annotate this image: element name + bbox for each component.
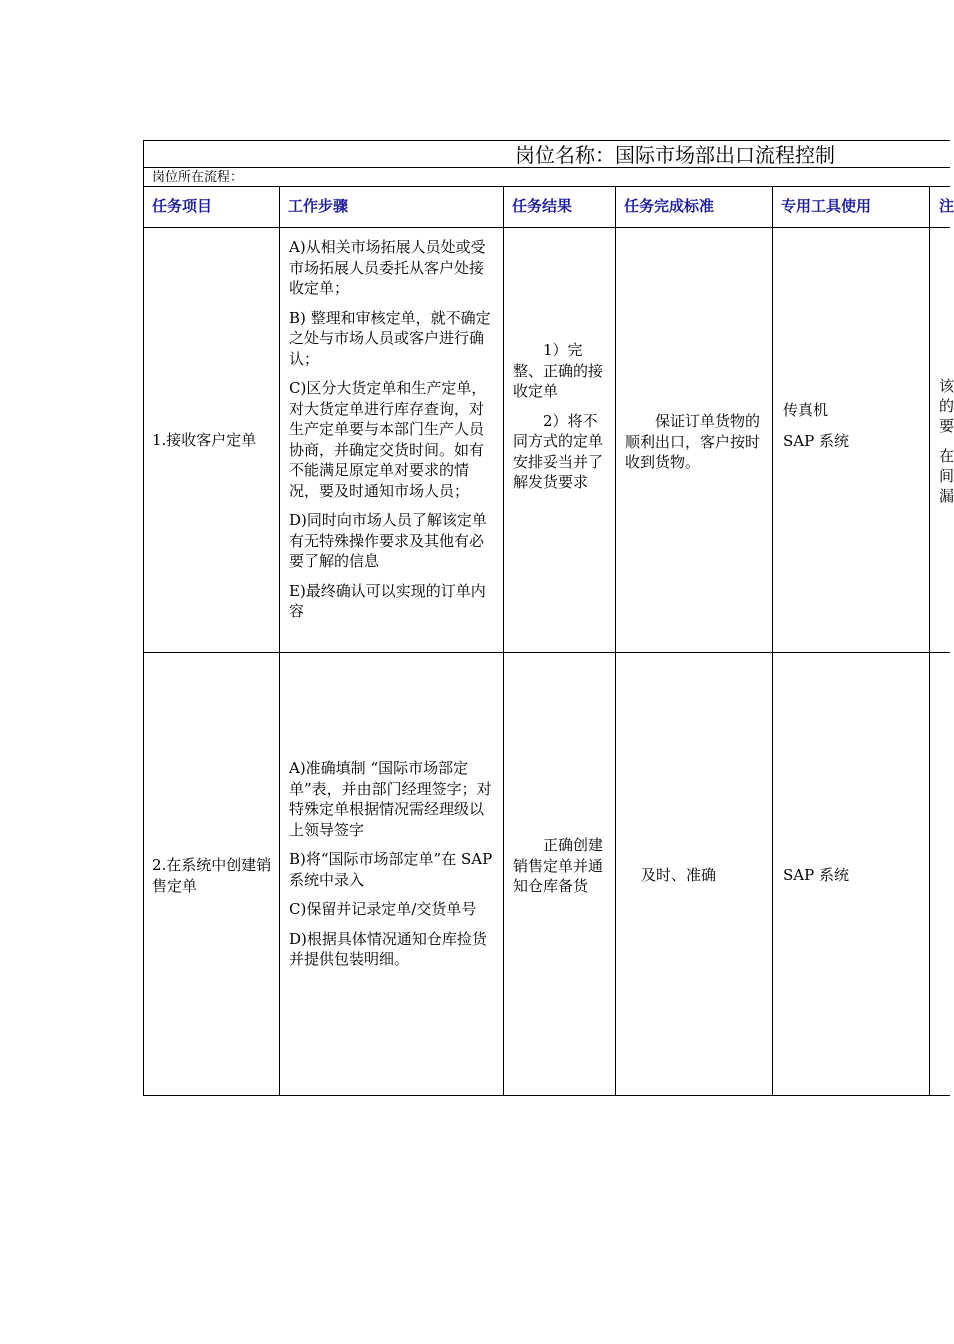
header-task: 任务项目 [152, 197, 213, 215]
row1-step: B) 整理和审核定单，就不确定之处与市场人员或客户进行确认； [289, 308, 491, 368]
row1-step: C)区分大货定单和生产定单，对大货定单进行库存查询，对生产定单要与本部门生产人员协商，并确定交货时间。如有不能满足原定单对要求的情况，要及时通知市场人员； [289, 379, 487, 500]
row2-tool: SAP 系统 [783, 866, 849, 884]
row1-note-char: 要 [939, 417, 954, 435]
process-label: 岗位所在流程： [152, 170, 244, 185]
header-results: 任务结果 [512, 197, 573, 215]
table-border-top [143, 140, 950, 141]
row1-note-char: 在 [939, 447, 954, 465]
col-divider [772, 186, 773, 1096]
table-border-left [143, 140, 144, 1096]
row1-note-char: 漏 [939, 487, 954, 505]
row-divider [143, 652, 950, 653]
row1-tools [783, 400, 923, 451]
job-description-table [143, 140, 954, 1096]
row2-result: 正确创建销售定单并通知仓库备货 [513, 836, 604, 895]
row1-step: D)同时向市场人员了解该定单有无特殊操作要求及其他有必要了解的信息 [289, 511, 487, 570]
row1-note-char: 间 [939, 467, 954, 485]
row1-standard: 保证订单货物的顺利出口，客户按时收到货物。 [625, 412, 761, 471]
col-divider [615, 186, 616, 1096]
row2-task: 2.在系统中创建销售定单 [152, 856, 272, 895]
row1-step: E)最终确认可以实现的订单内容 [289, 581, 486, 620]
row2-step: A)准确填制 “国际市场部定单”表，并由部门经理签字；对特殊定单根据情况需经理级以上领导签字 [289, 759, 492, 839]
row1-results [513, 340, 605, 502]
header-notes: 注 [939, 197, 954, 215]
row1-result: 1）完整、正确的接收定单 [513, 341, 604, 400]
row1-task: 1.接收客户定单 [152, 431, 257, 449]
col-divider [503, 186, 504, 1096]
table-border-bottom [143, 1095, 950, 1096]
document-title: 岗位名称：国际市场部出口流程控制 [515, 143, 835, 167]
row1-note-char: 该 [939, 377, 954, 395]
row2-standard: 及时、准确 [641, 866, 717, 884]
row1-tool: SAP 系统 [783, 431, 849, 450]
row1-note-char: 的 [939, 397, 954, 415]
header-row-divider [143, 227, 950, 228]
title-row-divider [143, 167, 950, 168]
row1-result: 2）将不同方式的定单安排妥当并了解发货要求 [513, 411, 604, 491]
row1-tool: 传真机 [783, 401, 829, 419]
row2-results [513, 835, 605, 906]
row1-steps [289, 237, 495, 631]
header-tools: 专用工具使用 [781, 197, 872, 215]
col-divider [929, 186, 930, 1096]
row2-step: C)保留并记录定单/交货单号 [289, 900, 477, 918]
header-steps: 工作步骤 [288, 197, 349, 215]
row1-step: A)从相关市场拓展人员处或受市场拓展人员委托从客户处接收定单； [289, 238, 486, 297]
row2-steps [289, 758, 495, 979]
row2-step: D)根据具体情况通知仓库捡货并提供包装明细。 [289, 929, 487, 968]
row2-step: B)将“国际市场部定单”在 SAP 系统中录入 [289, 850, 493, 889]
row2-tools [783, 865, 923, 886]
header-standard: 任务完成标准 [624, 197, 715, 215]
col-divider [279, 186, 280, 1096]
